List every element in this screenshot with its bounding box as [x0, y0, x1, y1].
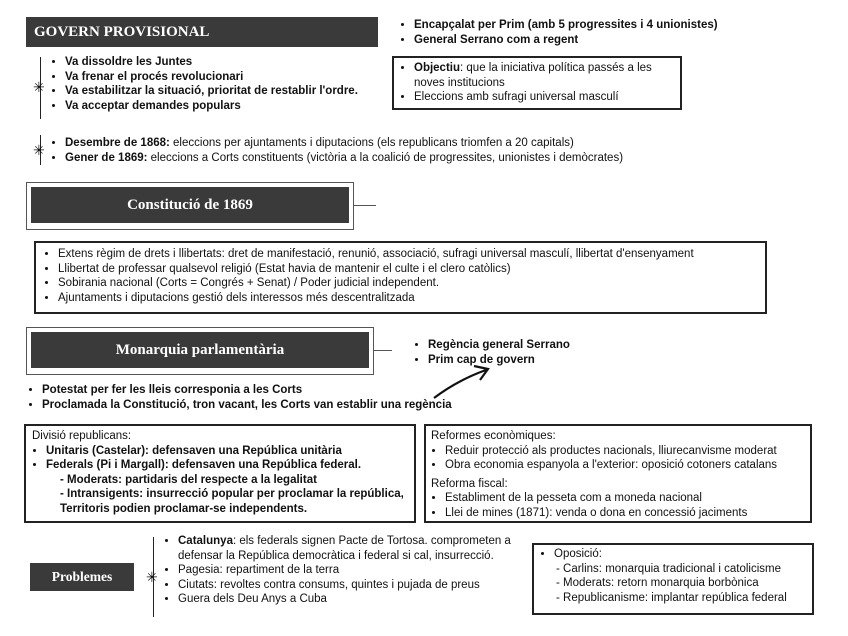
- list-item: [414, 61, 674, 90]
- list-item: • Ajuntaments i diputacions gestió dels interessos més descentralitzada: [58, 291, 757, 306]
- constitution-title: Constitució de 1869: [31, 187, 349, 223]
- list-item: • Sobirania nacional (Corts = Congrés + Senat) / Poder judicial independent.: [58, 276, 757, 291]
- republicans-heading: Divisió republicans:: [32, 430, 132, 442]
- intransigents-text: - Intransigents: insurrecció popular per proclamar la república, Territoris podien proclamar-se independents.: [60, 488, 404, 515]
- catalunya-text: : els federals signen Pacte de Tortosa. comprometen a defensar la República democràtica i federal si cal, insurrecció.: [178, 535, 511, 562]
- list-item: • Proclamada la Constitució, tron vacant, les Corts van establir una regència: [42, 398, 602, 413]
- divider-line: [354, 205, 376, 206]
- fiscal-heading: Reforma fiscal:: [431, 477, 508, 490]
- catalunya-label: Catalunya: [178, 535, 233, 547]
- elections-list: [51, 136, 848, 165]
- constitution-box: [34, 241, 767, 314]
- list-item: • Eleccions amb sufragi universal masculí: [414, 90, 674, 105]
- list-item: • Va acceptar demandes populars: [65, 99, 405, 114]
- asterisk-icon: ✳: [33, 79, 45, 95]
- reforms-box: [424, 424, 812, 523]
- list-item: • Oposició:: [554, 547, 806, 562]
- election-date: Desembre de 1868:: [65, 137, 170, 149]
- asterisk-icon: ✳: [146, 569, 158, 585]
- list-item: • Ciutats: revoltes contra consums, quintes i pujada de preus: [178, 578, 548, 593]
- problems-list: [164, 534, 548, 607]
- monarchy-title: Monarquia parlamentària: [31, 332, 369, 368]
- objective-text: : que la iniciativa política passés a les noves institucions: [414, 62, 652, 89]
- objective-label: Objectiu: [414, 62, 461, 74]
- problems-title: Problemes: [30, 563, 134, 591]
- list-item: • Va estabilitzar la situació, prioritat de restablir l'ordre.: [65, 84, 405, 99]
- list-item: • Guera dels Deu Anys a Cuba: [178, 592, 548, 607]
- opposition-item: - Moderats: retorn monarquia borbònica: [556, 577, 759, 589]
- list-item: • Prim cap de govern: [428, 353, 648, 368]
- opposition-box: [532, 543, 814, 615]
- list-item: • Va dissoldre les Juntes: [65, 55, 405, 70]
- opposition-list: [540, 547, 806, 562]
- list-item: [178, 534, 548, 563]
- monarchy-title-frame: [26, 327, 374, 375]
- list-item: • Regència general Serrano: [428, 338, 648, 353]
- monarchy-points-list: [28, 383, 602, 412]
- list-item: [65, 151, 848, 166]
- list-item: • Federals (Pi i Margall): defensaven una República federal.: [46, 458, 408, 473]
- list-item: • Unitaris (Castelar): defensaven una República unitària: [46, 444, 408, 459]
- economic-heading: Reformes econòmiques:: [431, 430, 556, 442]
- list-item: • Llibertat de professar qualsevol religió (Estat havia de mantenir el culte i el clero catòlics): [58, 262, 757, 277]
- divider-line: [374, 350, 392, 351]
- fiscal-list: [431, 491, 805, 520]
- moderats-text: - Moderats: partidaris del respecte a la legalitat: [60, 473, 317, 486]
- objective-box: [392, 56, 682, 110]
- asterisk-icon: ✳: [33, 142, 45, 158]
- list-item: • Reduir protecció als productes nacionals, lliurecanvisme moderat: [445, 444, 805, 459]
- list-item: • Obra economia espanyola a l'exterior: oposició cotoners catalans: [445, 458, 805, 473]
- election-text: eleccions a Corts constituents (victòria a la coalició de progressites, unionistes i demòcrates): [147, 151, 624, 164]
- list-item: • Pagesia: repartiment de la terra: [178, 563, 548, 578]
- govern-composition-list: [400, 18, 844, 47]
- list-item: • Llei de mines (1871): venda o dona en concessió jaciments: [445, 506, 805, 521]
- govern-actions-list: [51, 55, 405, 113]
- constitution-title-frame: [26, 182, 354, 230]
- republicans-box: [24, 424, 416, 523]
- list-item: • Potestat per fer les lleis corresponia a les Corts: [42, 383, 602, 398]
- republicans-list: [32, 444, 408, 473]
- election-text: eleccions per ajuntaments i diputacions (els republicans triomfen a 20 capitals): [169, 137, 574, 149]
- govern-title: GOVERN PROVISIONAL: [26, 17, 378, 47]
- list-item: • Encapçalat per Prim (amb 5 progressites i 4 unionistes): [414, 18, 844, 33]
- list-item: • Establiment de la pesseta com a moneda nacional: [445, 491, 805, 506]
- election-date: Gener de 1869:: [65, 151, 148, 164]
- list-item: • Extens règim de drets i llibertats: dret de manifestació, renunió, associació, sufragi universal masculí, llibertat d'ensenyament: [58, 247, 757, 262]
- list-item: • General Serrano com a regent: [414, 33, 844, 48]
- opposition-item: - Republicanisme: implantar república federal: [556, 591, 787, 604]
- economic-list: [431, 444, 805, 473]
- opposition-item: - Carlins: monarquia tradicional i catolicisme: [556, 562, 781, 575]
- list-item: • Va frenar el procés revolucionari: [65, 70, 405, 85]
- list-item: [65, 136, 848, 151]
